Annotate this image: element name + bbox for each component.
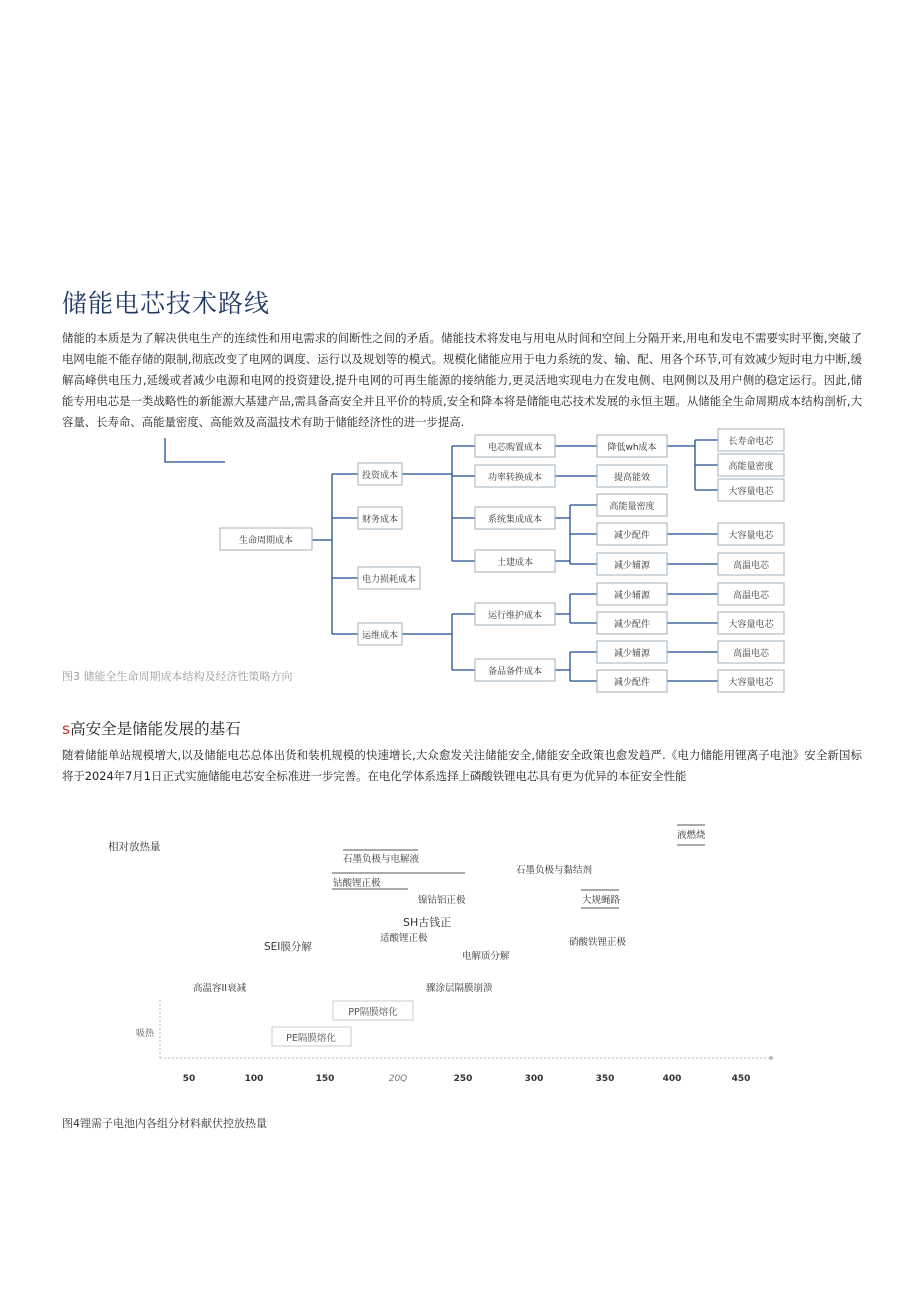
x-tick: 150 (315, 1074, 335, 1084)
intro-paragraph: 储能的本质是为了解决供电生产的连续性和用电需求的间断性之间的矛盾。储能技术将发电与用电从时间和空间上分隔开来,用电和发电不需要实时平衡,突破了电网电能不能存储的限制,彻底改变了电网的调度、运行以及规划等的模式。规模化储能应用于电力系统的发、输、配、用各个环节,可有效减少短时电力中断,缓解高峰供电压力,延缓或者减少电源和电网的投资建设,提升电网的可再生能源的接纳能力,更灵活地实现电力在发电侧、电网侧以及用户侧的稳定运行。因此,储能专用电芯是一类战略性的新能源大基建产品,需具备高安全并且平价的特质,安全和降本将是储能电芯技术发展的永恒主题。从储能全生命周期成本结构剖析,大容量、长寿命、高能量密度、高能效及高温技术有助于储能经济性的进一步提高. (62, 331, 862, 429)
tree-l1: 财务成本 (361, 515, 399, 525)
label-sh: SH古钱正 (403, 916, 452, 929)
label-pp-melt: PP隔膜熔化 (348, 1007, 398, 1018)
label-nca-cathode: 镍钴铝正极 (418, 895, 466, 906)
x-tick: 20Q (388, 1074, 408, 1084)
tree-l3: 降低wh成本 (607, 443, 657, 453)
chart-ylabel-low: 吸热 (136, 1029, 155, 1039)
section-heading (62, 717, 241, 739)
tree-l4: 高能量密度 (728, 462, 774, 472)
label-electrolyte-burn: 液燃烧 (677, 830, 706, 841)
tree-l3: 高能量密度 (609, 502, 655, 512)
label-graphite-binder: 石墨负极与黏结剂 (516, 865, 593, 876)
tree-l3: 减少配件 (613, 678, 651, 688)
x-tick: 250 (453, 1074, 473, 1084)
x-tick: 350 (595, 1074, 615, 1084)
tree-l4: 大容量电芯 (728, 678, 774, 688)
section-mark: s (62, 720, 71, 738)
corner-bracket (165, 438, 225, 462)
tree-root: 生命周期成本 (238, 536, 294, 546)
label-coating-collapse: 骤涂层隔膜崩溃 (426, 983, 493, 994)
label-electrolyte-decomp: 电解质分解 (462, 951, 510, 962)
tree-l4: 大容量电芯 (728, 531, 774, 541)
heat-release-chart (0, 810, 920, 1100)
x-tick: 50 (182, 1074, 196, 1084)
figure3-caption: 图3 储能全生命周期成本结构及经济性策略方向 (62, 670, 293, 683)
label-sei: SEI膜分解 (264, 941, 312, 953)
tree-l2: 系统集成成本 (487, 515, 543, 525)
chart-ylabel: 相对放热量 (108, 841, 161, 853)
tree-l3: 减少辅源 (613, 561, 651, 571)
tree-l2: 土建成本 (496, 558, 534, 568)
tree-l2: 功率转换成本 (487, 473, 543, 483)
x-tick: 300 (524, 1074, 544, 1084)
tree-l1: 电力损耗成本 (361, 575, 417, 585)
label-large-scale: 大规蝇路 (582, 895, 621, 906)
tree-l4: 长寿命电芯 (728, 437, 774, 447)
tree-l3: 减少辅源 (613, 591, 651, 601)
tree-l2: 备品备件成本 (487, 667, 543, 677)
figure4-caption: 图4锂需子电池内各组分材料献伏控放热量 (62, 1117, 267, 1130)
tree-l3: 提高能效 (613, 473, 651, 483)
tree-l3: 减少配件 (613, 531, 651, 541)
cost-tree-diagram (0, 420, 920, 700)
label-high-temp-capacity: 高温容II衰减 (193, 983, 247, 994)
label-pe-melt: PE隔膜熔化 (286, 1033, 336, 1044)
tree-l2: 运行维护成本 (487, 611, 543, 621)
label-graphite-electrolyte: 石墨负极与电解液 (343, 854, 420, 865)
label-lmo-cathode: 适酸锂正极 (380, 933, 428, 944)
tree-l4: 高温电芯 (732, 561, 770, 571)
tree-l2: 电芯购置成本 (487, 443, 543, 453)
tree-l4: 高温电芯 (732, 649, 770, 659)
x-tick: 450 (731, 1074, 751, 1084)
section-title: 高安全是储能发展的基石 (70, 720, 241, 738)
x-tick: 100 (244, 1074, 264, 1084)
tree-l1: 运维成本 (361, 631, 399, 641)
label-lfp-cathode: 硝酸铁锂正极 (569, 937, 627, 948)
x-tick: 400 (662, 1074, 682, 1084)
page-title: 储能电芯技术路线 (62, 289, 271, 318)
tree-l3: 减少辅源 (613, 649, 651, 659)
tree-l4: 大容量电芯 (728, 487, 774, 497)
tree-l4: 高温电芯 (732, 591, 770, 601)
safety-paragraph: 随着储能单站规模增大,以及储能电芯总体出货和装机规模的快速增长,大众愈发关注储能安全,储能安全政策也愈发趋严.《电力储能用锂离子电池》安全新国标将于2024年7月1日正式实施储能电芯安全标准进一步完善。在电化学体系选择上磷酸铁锂电芯具有更为优异的本征安全性能 (62, 748, 862, 783)
label-lco-cathode: 钴酸锂正极 (333, 878, 381, 889)
tree-l4: 大容量电芯 (728, 620, 774, 630)
tree-l1: 投资成本 (361, 471, 399, 481)
tree-l3: 减少配件 (613, 620, 651, 630)
